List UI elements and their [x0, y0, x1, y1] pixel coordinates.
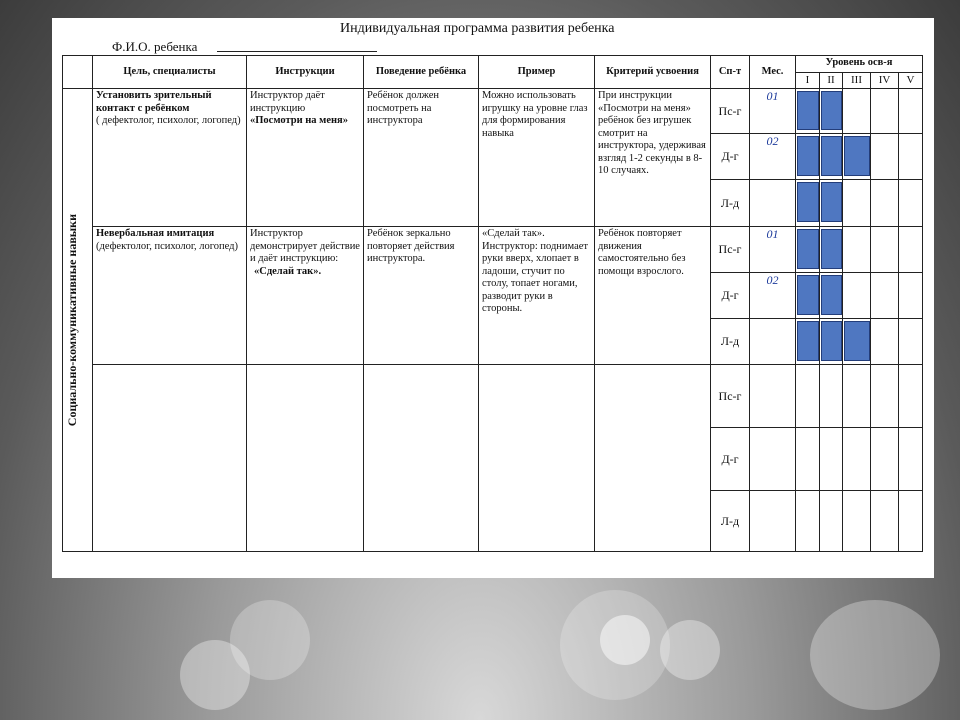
level-cell[interactable]	[871, 491, 899, 552]
header-instructions: Инструкции	[247, 56, 364, 89]
level-cell[interactable]	[899, 428, 923, 491]
level-cell[interactable]	[871, 428, 899, 491]
level-cell[interactable]	[899, 227, 923, 273]
instruction-text: Инструктор демонстрирует действие и даёт инструкцию:	[250, 228, 360, 264]
level-cell[interactable]	[899, 365, 923, 428]
header-goal: Цель, специалисты	[93, 56, 247, 89]
goal-specialists: (дефектолог, психолог, логопед)	[96, 240, 238, 252]
category-label: Социально-коммуникативные навыки	[65, 213, 79, 427]
criterion-text: При инструкции «Посмотри на меня» ребёнок без игрушек смотрит на инструктора, удерживая взгляд 1-2 секунды в 8-10 случаях.	[598, 90, 706, 176]
specialist-cell: Л-д	[711, 491, 750, 552]
bokeh-light	[600, 615, 650, 665]
month-cell[interactable]	[750, 180, 796, 227]
bokeh-light	[660, 620, 720, 680]
behaviour-text: Ребёнок зеркально повторяет действия инструктора.	[367, 228, 455, 264]
example-cell	[479, 227, 595, 365]
month-cell[interactable]	[750, 428, 796, 491]
document-title: Индивидуальная программа развития ребенка	[340, 21, 615, 36]
behaviour-cell	[364, 365, 479, 552]
level-cell[interactable]	[820, 491, 843, 552]
example-cell	[479, 365, 595, 552]
child-name-field[interactable]	[217, 51, 377, 52]
behaviour-cell	[364, 89, 479, 227]
criterion-cell	[595, 227, 711, 365]
specialist-cell: Л-д	[711, 180, 750, 227]
instruction-cell	[247, 89, 364, 227]
instruction-text: Инструктор даёт инструкцию	[250, 90, 325, 114]
document-sheet	[52, 18, 934, 578]
example-cell	[479, 89, 595, 227]
header-example: Пример	[479, 56, 595, 89]
level-header: IV	[871, 73, 899, 89]
category-cell	[63, 89, 93, 552]
instruction-cell	[247, 365, 364, 552]
criterion-text: Ребёнок повторяет движения самостоятельно без помощи взрослого.	[598, 228, 686, 277]
level-cell[interactable]	[843, 428, 871, 491]
level-cell[interactable]	[871, 227, 899, 273]
level-cell[interactable]	[796, 365, 820, 428]
level-fill-box	[821, 275, 842, 315]
instruction-command: «Сделай так».	[254, 265, 322, 277]
level-cell[interactable]	[796, 428, 820, 491]
level-fill-box	[844, 321, 870, 361]
level-cell[interactable]	[899, 180, 923, 227]
child-name-label: Ф.И.О. ребенка	[112, 39, 198, 54]
level-fill-box	[821, 321, 842, 361]
level-cell[interactable]	[899, 134, 923, 180]
goal-title: Невербальная имитация	[96, 228, 215, 239]
header-level: Уровень осв-я	[796, 56, 923, 73]
specialist-cell: Д-г	[711, 134, 750, 180]
level-fill-box	[821, 182, 842, 222]
month-cell[interactable]	[750, 491, 796, 552]
criterion-cell	[595, 89, 711, 227]
level-fill-box	[821, 136, 842, 176]
goal-title: Установить зрительный контакт с ребёнком	[96, 90, 212, 114]
goal-cell	[93, 227, 247, 365]
header-specialist: Сп-т	[711, 56, 750, 89]
level-header: V	[899, 73, 923, 89]
month-cell[interactable]: 01	[750, 89, 796, 134]
level-cell[interactable]	[871, 134, 899, 180]
level-cell[interactable]	[843, 365, 871, 428]
criterion-cell	[595, 365, 711, 552]
level-fill-box	[797, 321, 819, 361]
month-cell[interactable]	[750, 319, 796, 365]
bokeh-light	[810, 600, 940, 710]
level-fill-box	[844, 136, 870, 176]
level-cell[interactable]	[899, 273, 923, 319]
specialist-cell: Д-г	[711, 273, 750, 319]
level-fill-box	[821, 229, 842, 269]
level-header: II	[820, 73, 843, 89]
level-cell[interactable]	[899, 319, 923, 365]
example-text: «Сделай так». Инструктор: поднимает руки вверх, хлопает в ладоши, стучит по столу, топает ногами, разводит руки в стороны.	[482, 228, 589, 314]
level-cell[interactable]	[871, 273, 899, 319]
instruction-command: «Посмотри на меня»	[250, 115, 348, 126]
example-text: Можно использовать игрушку на уровне глаз для формирования навыка	[482, 90, 588, 139]
level-cell[interactable]	[871, 319, 899, 365]
behaviour-text: Ребёнок должен посмотреть на инструктора	[367, 90, 440, 126]
level-fill-box	[821, 91, 842, 130]
header-criterion: Критерий усвоения	[595, 56, 711, 89]
level-cell[interactable]	[796, 491, 820, 552]
bokeh-light	[230, 600, 310, 680]
level-cell[interactable]	[871, 365, 899, 428]
level-cell[interactable]	[820, 365, 843, 428]
specialist-cell: Пс-г	[711, 227, 750, 273]
level-cell[interactable]	[820, 428, 843, 491]
level-header: I	[796, 73, 820, 89]
specialist-cell: Пс-г	[711, 365, 750, 428]
level-fill-box	[797, 136, 819, 176]
level-cell[interactable]	[843, 89, 871, 134]
header-month: Мес.	[750, 56, 796, 89]
level-cell[interactable]	[899, 491, 923, 552]
specialist-cell: Пс-г	[711, 89, 750, 134]
month-cell[interactable]: 02	[750, 134, 796, 180]
behaviour-cell	[364, 227, 479, 365]
level-cell[interactable]	[843, 491, 871, 552]
goal-cell	[93, 89, 247, 227]
goal-cell	[93, 365, 247, 552]
goal-specialists: ( дефектолог, психолог, логопед)	[96, 115, 241, 126]
header-behaviour: Поведение ребёнка	[364, 56, 479, 89]
header-empty	[63, 56, 93, 89]
level-header: III	[843, 73, 871, 89]
month-cell[interactable]: 02	[750, 273, 796, 319]
level-cell[interactable]	[899, 89, 923, 134]
level-cell[interactable]	[843, 273, 871, 319]
instruction-cell	[247, 227, 364, 365]
level-cell[interactable]	[871, 180, 899, 227]
level-fill-box	[797, 275, 819, 315]
level-cell[interactable]	[843, 180, 871, 227]
month-cell[interactable]	[750, 365, 796, 428]
level-fill-box	[797, 182, 819, 222]
level-fill-box	[797, 229, 819, 269]
level-cell[interactable]	[871, 89, 899, 134]
level-cell[interactable]	[843, 227, 871, 273]
specialist-cell: Л-д	[711, 319, 750, 365]
month-cell[interactable]: 01	[750, 227, 796, 273]
level-fill-box	[797, 91, 819, 130]
specialist-cell: Д-г	[711, 428, 750, 491]
program-table	[62, 55, 923, 552]
